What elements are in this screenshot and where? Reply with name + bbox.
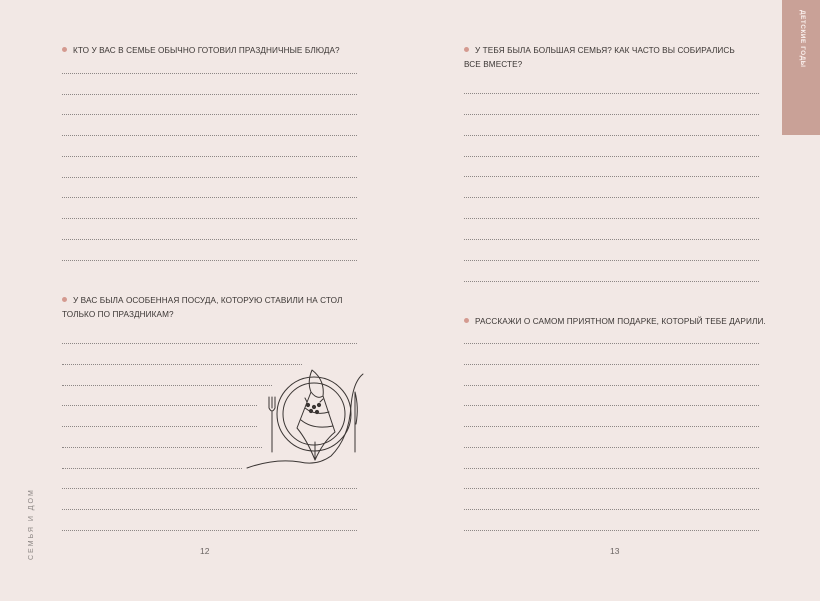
page-number-left: 12 — [200, 546, 210, 556]
answer-line[interactable] — [464, 218, 759, 219]
answer-line[interactable] — [62, 426, 257, 427]
answer-line[interactable] — [62, 468, 242, 469]
answer-line[interactable] — [464, 343, 759, 344]
answer-line[interactable] — [464, 364, 759, 365]
answer-line[interactable] — [62, 447, 262, 448]
section-tab[interactable] — [782, 0, 820, 135]
answer-line[interactable] — [62, 343, 357, 344]
answer-line[interactable] — [464, 197, 759, 198]
answer-line[interactable] — [464, 385, 759, 386]
answer-line[interactable] — [62, 177, 357, 178]
answer-line[interactable] — [464, 93, 759, 94]
answer-line[interactable] — [62, 530, 357, 531]
answer-line[interactable] — [62, 94, 357, 95]
answer-line[interactable] — [464, 260, 759, 261]
question-special-dishes: У ВАС БЫЛА ОСОБЕННАЯ ПОСУДА, КОТОРУЮ СТАВИЛИ НА СТОЛ ТОЛЬКО ПО ПРАЗДНИКАМ? — [62, 296, 343, 319]
table-setting-illustration — [245, 362, 367, 472]
answer-line[interactable] — [464, 114, 759, 115]
answer-line[interactable] — [464, 509, 759, 510]
answer-line[interactable] — [62, 114, 357, 115]
question-festive-dishes: КТО У ВАС В СЕМЬЕ ОБЫЧНО ГОТОВИЛ ПРАЗДНИЧНЫЕ БЛЮДА? — [62, 44, 340, 58]
answer-line[interactable] — [62, 509, 357, 510]
answer-line[interactable] — [62, 260, 357, 261]
answer-line[interactable] — [464, 176, 759, 177]
answer-line[interactable] — [464, 135, 759, 136]
bullet-icon — [464, 318, 469, 323]
answer-line[interactable] — [464, 488, 759, 489]
bullet-icon — [62, 47, 67, 52]
answer-line[interactable] — [62, 218, 357, 219]
bullet-icon — [62, 297, 67, 302]
answer-line[interactable] — [62, 135, 357, 136]
question-big-family: У ТЕБЯ БЫЛА БОЛЬШАЯ СЕМЬЯ? КАК ЧАСТО ВЫ СОБИРАЛИСЬ ВСЕ ВМЕСТЕ? — [464, 46, 735, 69]
answer-line[interactable] — [62, 73, 357, 74]
answer-line[interactable] — [62, 197, 357, 198]
answer-line[interactable] — [62, 488, 357, 489]
answer-line[interactable] — [62, 156, 357, 157]
answer-line[interactable] — [62, 385, 272, 386]
answer-line[interactable] — [62, 405, 257, 406]
spine-label: СЕМЬЯ И ДОМ — [28, 488, 35, 560]
answer-line[interactable] — [464, 426, 759, 427]
answer-line[interactable] — [464, 468, 759, 469]
question-favorite-gift: РАССКАЖИ О САМОМ ПРИЯТНОМ ПОДАРКЕ, КОТОРЫЙ ТЕБЕ ДАРИЛИ. — [464, 315, 766, 329]
answer-line[interactable] — [464, 530, 759, 531]
answer-line[interactable] — [62, 239, 357, 240]
bullet-icon — [464, 47, 469, 52]
answer-line[interactable] — [464, 156, 759, 157]
answer-line[interactable] — [464, 281, 759, 282]
answer-line[interactable] — [464, 239, 759, 240]
page-number-right: 13 — [610, 546, 620, 556]
section-tab-label: ДЕТСКИЕ ГОДЫ — [799, 10, 806, 68]
answer-line[interactable] — [464, 405, 759, 406]
answer-line[interactable] — [464, 447, 759, 448]
